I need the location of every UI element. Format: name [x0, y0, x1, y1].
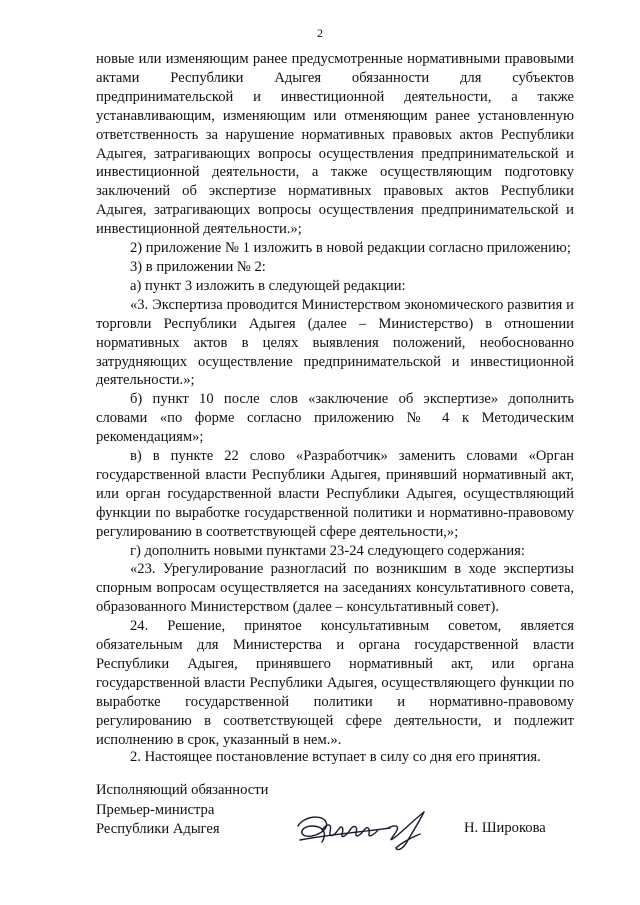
paragraph-subitem-b: б) пункт 10 после слов «заключение об экспертизе» дополнить словами «по форме согласно приложению № 4 к Методическим рекомендациям»;	[96, 391, 574, 446]
paragraph-quoted-point-3: «3. Экспертиза проводится Министерством экономического развития и торговли Республики Адыгея (далее – Министерство) в отношении нормативных актов в целях выявления положений, необоснованно затрудняющих осуществление предпринимательской и инвестиционной деятельности.»;	[96, 296, 574, 389]
signer-name: Н. Широкова	[464, 820, 546, 836]
signatory-title-line: Исполняющий обязанности	[96, 782, 269, 798]
signatory-title-line: Премьер-министра	[96, 801, 215, 818]
signatory-title	[96, 781, 268, 840]
document-body	[96, 50, 574, 750]
paragraph-item-2: 2) приложение № 1 изложить в новой редакции согласно приложению;	[130, 240, 571, 257]
paragraph-subitem-v: в) в пункте 22 слово «Разработчик» заменить словами «Орган государственной власти Республики Адыгея, принявший нормативный акт, или орган государственной власти Республики Адыгея, осуществляющий функции по выработке государственной политики и нормативно-правовому регулированию в соответствующей сфере деятельности,»;	[96, 448, 574, 540]
paragraph-subitem-g: г) дополнить новыми пунктами 23-24 следующего содержания:	[130, 542, 525, 559]
paragraph-point-24: 24. Решение, принятое консультативным советом, является обязательным для Министерства и органа государственной власти Республики Адыгея, принявшего нормативный акт, или органа государственной власти Республики Адыгея, осуществляющего функции по выработке государственной политики и нормативно-правовому регулированию в соответствующей сфере деятельности, и подлежит исполнению в срок, указанный в нем.».	[96, 618, 574, 748]
paragraph-continuation: новые или изменяющим ранее предусмотренные нормативными правовыми актами Республики Адыгея обязанности для субъектов предпринимательской и инвестиционной деятельности, а также устанавливающим, изменяющим или отменяющим ранее установленную ответственность за нарушение нормативных правовых актов Республики Адыгея, затрагивающих вопросы осуществления предпринимательской и инвестиционной деятельности, а также осуществляющим подготовку заключений об экспертизе нормативных правовых актов Республики Адыгея, затрагивающих вопросы осуществления предпринимательской и инвестиционной деятельности.»;	[96, 51, 574, 238]
paragraph-subitem-a: а) пункт 3 изложить в следующей редакции:	[130, 277, 406, 294]
handwritten-signature	[292, 808, 442, 856]
signatory-title-line: Республики Адыгея	[96, 821, 220, 837]
paragraph-point-23: «23. Урегулирование разногласий по возникшим в ходе экспертизы спорным вопросам осуществляется на заседаниях консультативного совета, образованного Министерством (далее – консультативный совет).	[96, 561, 574, 616]
page-number: 2	[317, 26, 323, 40]
paragraph-item-3: 3) в приложении № 2:	[130, 258, 266, 275]
final-clause: 2. Настоящее постановление вступает в силу со дня его принятия.	[130, 749, 541, 765]
